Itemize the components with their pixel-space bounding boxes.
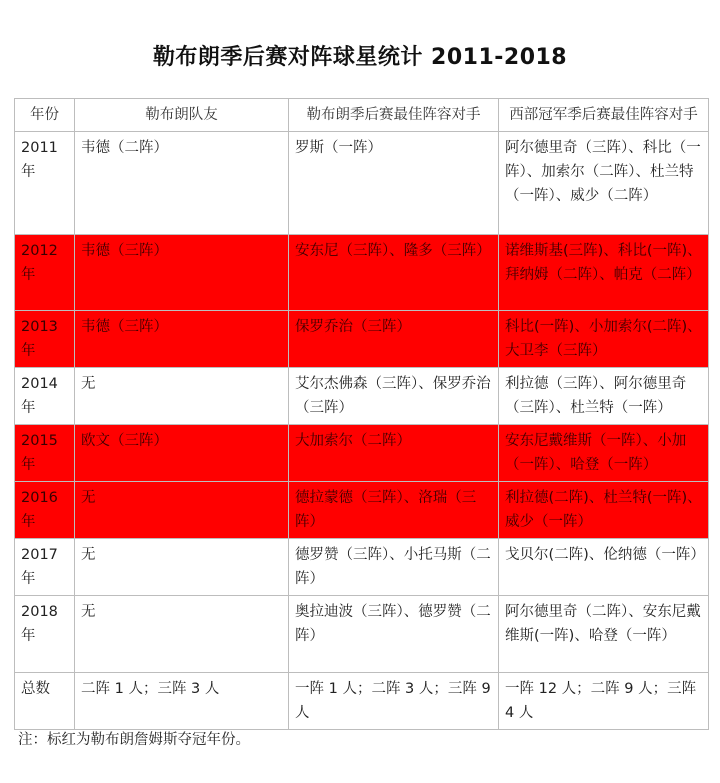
year-cell: 2014年 (15, 368, 75, 425)
teammates-cell: 无 (75, 482, 289, 539)
teammates-cell: 无 (75, 596, 289, 673)
opponents-cell: 艾尔杰佛森（三阵）、保罗乔治（三阵） (289, 368, 499, 425)
teammates-cell: 韦德（二阵） (75, 132, 289, 235)
west-opponents-cell: 安东尼戴维斯（一阵）、小加（一阵）、哈登（一阵） (499, 425, 709, 482)
year-cell: 2018年 (15, 596, 75, 673)
table-row (15, 235, 709, 311)
teammates-cell: 韦德（三阵） (75, 311, 289, 368)
west-opponents-cell: 戈贝尔(二阵)、伦纳德（一阵） (499, 539, 709, 596)
west-opponents-cell: 阿尔德里奇（三阵）、科比（一阵）、加索尔（二阵）、杜兰特（一阵）、威少（二阵） (499, 132, 709, 235)
west-opponents-cell: 诺维斯基(三阵)、科比(一阵)、拜纳姆（二阵）、帕克（二阵） (499, 235, 709, 311)
west-opponents-cell: 利拉德（三阵）、阿尔德里奇（三阵）、杜兰特（一阵） (499, 368, 709, 425)
teammates-cell: 无 (75, 539, 289, 596)
header-teammates: 勒布朗队友 (75, 99, 289, 132)
teammates-cell: 二阵 1 人；三阵 3 人 (75, 673, 289, 730)
table-row (15, 425, 709, 482)
header-west-champion-opponents: 西部冠军季后赛最佳阵容对手 (499, 99, 709, 132)
header-playoff-opponents: 勒布朗季后赛最佳阵容对手 (289, 99, 499, 132)
opponents-cell: 安东尼（三阵）、隆多（三阵） (289, 235, 499, 311)
table-row (15, 311, 709, 368)
west-opponents-cell: 利拉德(二阵)、杜兰特(一阵)、威少（一阵） (499, 482, 709, 539)
opponents-cell: 德拉蒙德（三阵）、洛瑞（三阵） (289, 482, 499, 539)
teammates-cell: 无 (75, 368, 289, 425)
teammates-cell: 韦德（三阵） (75, 235, 289, 311)
year-cell: 总数 (15, 673, 75, 730)
year-cell: 2013年 (15, 311, 75, 368)
west-opponents-cell: 一阵 12 人；二阵 9 人；三阵 4 人 (499, 673, 709, 730)
header-year: 年份 (15, 99, 75, 132)
west-opponents-cell: 阿尔德里奇（二阵）、安东尼戴维斯(一阵)、哈登（一阵） (499, 596, 709, 673)
year-cell: 2012年 (15, 235, 75, 311)
opponents-cell: 罗斯（一阵） (289, 132, 499, 235)
document-title: 勒布朗季后赛对阵球星统计 2011-2018 (152, 45, 568, 70)
year-cell: 2015年 (15, 425, 75, 482)
opponents-cell: 奥拉迪波（三阵）、德罗赞（二阵） (289, 596, 499, 673)
opponents-cell: 一阵 1 人；二阵 3 人；三阵 9 人 (289, 673, 499, 730)
year-cell: 2017年 (15, 539, 75, 596)
table-row (15, 673, 709, 730)
footnote: 注：标红为勒布朗詹姆斯夺冠年份。 (18, 732, 250, 748)
opponents-cell: 德罗赞（三阵）、小托马斯（二阵） (289, 539, 499, 596)
table-row (15, 368, 709, 425)
west-opponents-cell: 科比(一阵)、小加索尔(二阵)、大卫李（三阵） (499, 311, 709, 368)
table-row (15, 539, 709, 596)
table-header-row (15, 99, 709, 132)
opponents-cell: 保罗乔治（三阵） (289, 311, 499, 368)
year-cell: 2016年 (15, 482, 75, 539)
table-row (15, 596, 709, 673)
stats-table (14, 98, 709, 730)
teammates-cell: 欧文（三阵） (75, 425, 289, 482)
opponents-cell: 大加索尔（二阵） (289, 425, 499, 482)
table-row (15, 132, 709, 235)
year-cell: 2011年 (15, 132, 75, 235)
table-row (15, 482, 709, 539)
